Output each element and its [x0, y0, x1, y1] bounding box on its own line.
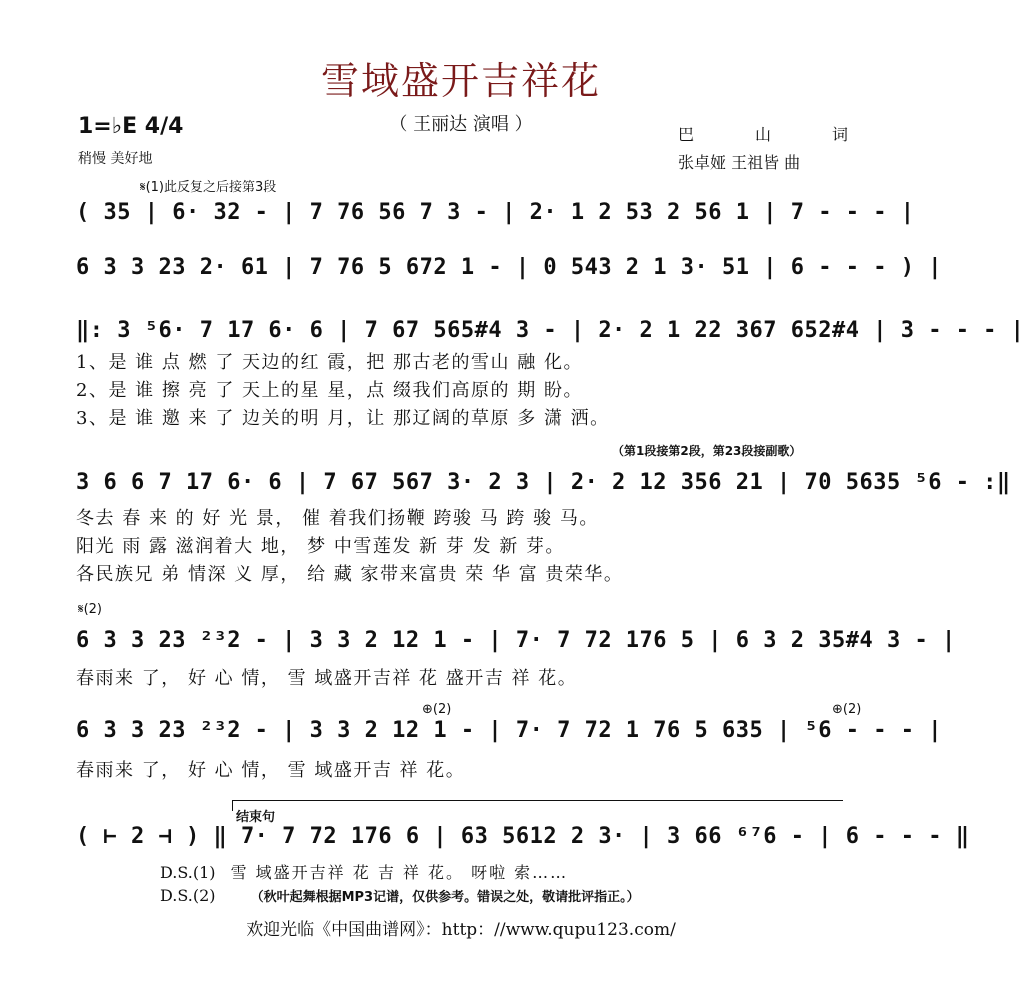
verse-order-note: （第1段接第2段，第23段接副歌） [612, 444, 802, 458]
refrain-lyric-1: 春雨来 了， 好 心 情， 雪 域盛开吉祥 花 盛开吉 祥 花。 [76, 668, 578, 689]
ds2-note: （秋叶起舞根据MP3记谱，仅供参考。错误之处，敬请批评指正。） [250, 890, 640, 905]
score-line-6: 6 3 3 23 ²³2 - | 3 3 2 12 1 - | 7· 7 72 1 76 5 635 | ⁵6 - - - | [76, 718, 942, 743]
song-title: 雪域盛开吉祥花 [320, 59, 601, 103]
site-footer: 欢迎光临《中国曲谱网》：http：//www.qupu123.com/ [246, 920, 676, 940]
segno-note-2: 𝄋(2) [78, 602, 103, 617]
score-line-1: ( 35 | 6· 32 - | 7 76 56 7 3 - | 2· 1 2 53 2 56 1 | 7 - - - | [76, 200, 915, 225]
tempo-marking: 稍慢 美好地 [78, 151, 153, 167]
chorus-lyric-3: 各民族兄 弟 情深 义 厚， 给 藏 家带来富贵 荣 华 富 贵荣华。 [76, 564, 624, 585]
score-line-4: 3 6 6 7 17 6· 6 | 7 67 567 3· 2 3 | 2· 2 12 356 21 | 70 5635 ⁵6 - :‖ [76, 470, 1011, 495]
lyricist-char: 山 [754, 125, 771, 144]
verse-lyric-1: 1、是 谁 点 燃 了 天边的红 霞，把 那古老的雪山 融 化。 [76, 352, 583, 373]
lyricist-char: 词 [831, 125, 848, 144]
coda-mark-2: ⊕(2) [832, 702, 862, 717]
score-line-3: ‖: 3 ⁵6· 7 17 6· 6 | 7 67 565#4 3 - | 2· 2 1 22 367 652#4 | 3 - - - | [76, 318, 1024, 343]
key-signature: 1=♭E 4/4 [78, 114, 184, 139]
score-line-5: 6 3 3 23 ²³2 - | 3 3 2 12 1 - | 7· 7 72 176 5 | 6 3 2 35#4 3 - | [76, 628, 956, 653]
ds1-row [160, 860, 568, 883]
ds2-row [160, 886, 640, 905]
composer-credit: 张卓娅 王祖皆 曲 [678, 153, 801, 172]
singer-credit: （ 王丽达 演唱 ） [389, 114, 533, 135]
ds2-label: D.S.(2) [160, 886, 216, 905]
ds1-label: D.S.(1) [160, 863, 216, 882]
ds1-lyric: 雪 域盛开吉祥 花 吉 祥 花。 呀啦 索…… [230, 863, 569, 882]
lyricist-char: 巴 [678, 125, 695, 144]
lyricist-credit [678, 122, 848, 145]
chorus-lyric-1: 冬去 春 来 的 好 光 景， 催 着我们扬鞭 跨骏 马 跨 骏 马。 [76, 508, 599, 529]
score-line-2: 6 3 3 23 2· 61 | 7 76 5 672 1 - | 0 543 2 1 3· 51 | 6 - - - ) | [76, 255, 942, 280]
verse-lyric-2: 2、是 谁 擦 亮 了 天上的星 星，点 缀我们高原的 期 盼。 [76, 380, 583, 401]
chorus-lyric-2: 阳光 雨 露 滋润着大 地， 梦 中雪莲发 新 芽 发 新 芽。 [76, 536, 565, 557]
verse-lyric-3: 3、是 谁 邀 来 了 边关的明 月，让 那辽阔的草原 多 潇 洒。 [76, 408, 610, 429]
coda-mark-1: ⊕(2) [422, 702, 452, 717]
ending-label: 结束句 [236, 810, 276, 825]
refrain-lyric-2: 春雨来 了， 好 心 情， 雪 域盛开吉 祥 花。 [76, 760, 466, 781]
score-line-7: ( ⊢ 2 ⊣ ) ‖ 7· 7 72 176 6 | 63 5612 2 3· | 3 66 ⁶⁷6 - | 6 - - - ‖ [76, 824, 970, 849]
segno-note-1: 𝄋(1)此反复之后接第3段 [140, 180, 277, 195]
ending-bracket [232, 800, 843, 811]
